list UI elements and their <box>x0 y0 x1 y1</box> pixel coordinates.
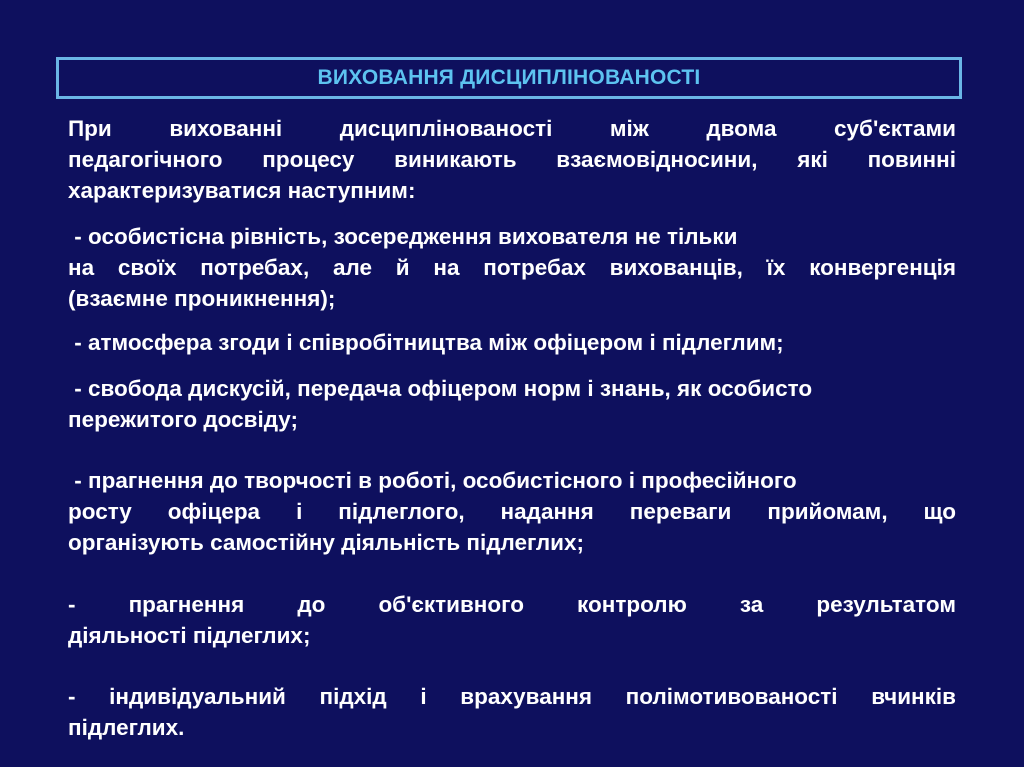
item6-line-1: - індивідуальний підхід і врахування полімотивованості вчинків <box>68 684 956 709</box>
list-item-4 <box>68 465 956 558</box>
item3-line-2: пережитого досвіду; <box>68 407 298 432</box>
list-item-6 <box>68 681 956 743</box>
intro-line-1: При вихованні дисциплінованості між двома суб'єктами <box>68 116 956 141</box>
item6-line-2: підлеглих. <box>68 715 185 740</box>
item4-line-3: організують самостійну діяльність підлеглих; <box>68 530 584 555</box>
item2-line-1: - атмосфера згоди і співробітництва між офіцером і підлеглим; <box>68 330 784 355</box>
item1-line-2: на своїх потребах, але й на потребах вихованців, їх конвергенція <box>68 255 956 280</box>
item4-line-1: - прагнення до творчості в роботі, особистісного і професійного <box>68 468 797 493</box>
list-item-2 <box>68 327 956 358</box>
item5-line-2: діяльності підлеглих; <box>68 623 311 648</box>
title-box <box>56 57 962 99</box>
item4-line-2: росту офіцера і підлеглого, надання переваги прийомам, що <box>68 499 956 524</box>
list-item-5 <box>68 589 956 651</box>
item3-line-1: - свобода дискусій, передача офіцером норм і знань, як особисто <box>68 376 813 401</box>
item1-line-1: - особистісна рівність, зосередження вихователя не тільки <box>68 224 738 249</box>
intro-line-2: педагогічного процесу виникають взаємовідносини, які повинні <box>68 147 956 172</box>
item5-line-1: - прагнення до об'єктивного контролю за результатом <box>68 592 956 617</box>
list-item-1 <box>68 221 956 314</box>
intro-line-3: характеризуватися наступним: <box>68 178 416 203</box>
slide-title: ВИХОВАННЯ ДИСЦИПЛІНОВАНОСТІ <box>317 66 701 89</box>
intro-paragraph <box>68 113 956 206</box>
list-item-3 <box>68 373 956 435</box>
item1-line-3: (взаємне проникнення); <box>68 286 336 311</box>
